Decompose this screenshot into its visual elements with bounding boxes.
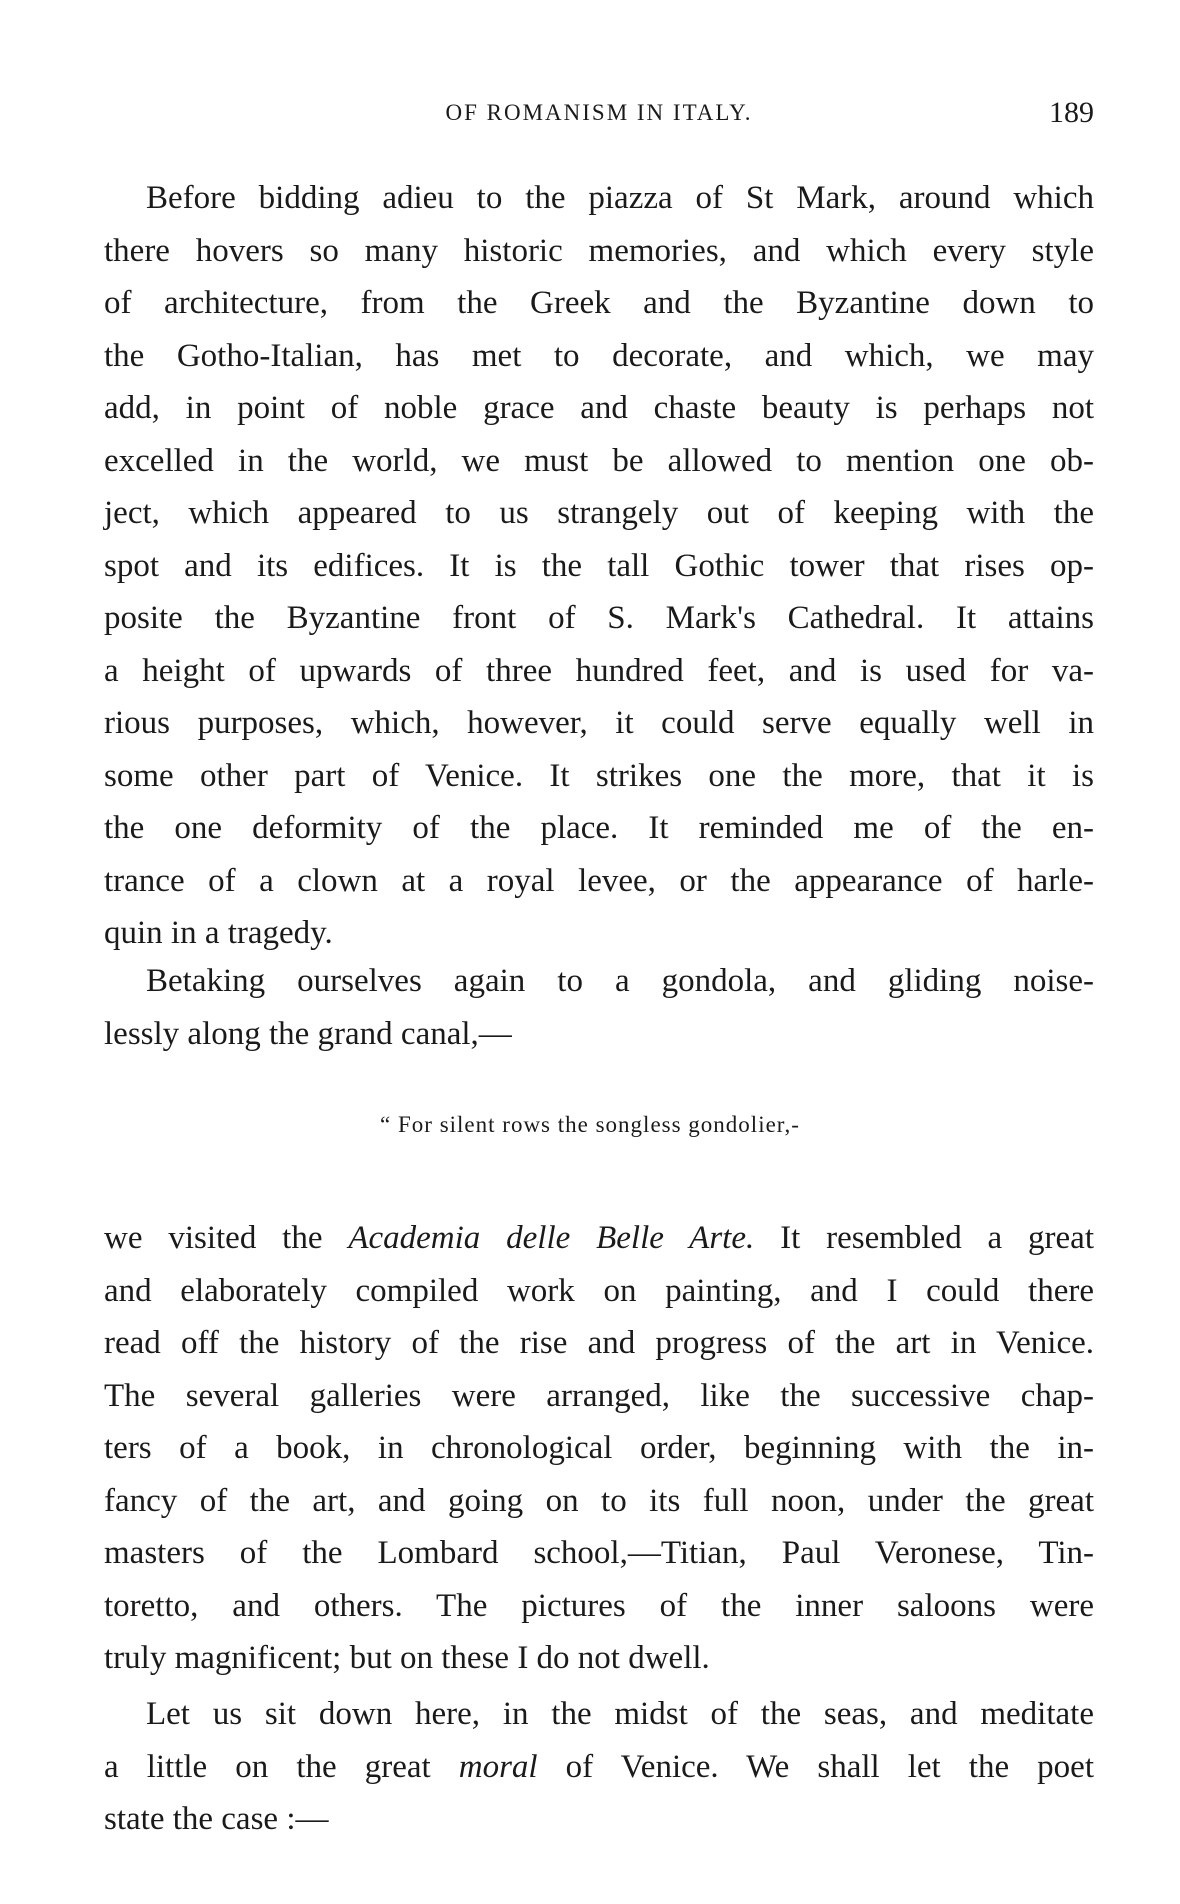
text-line: rious purposes, which, however, it could serve equally well in xyxy=(104,705,1094,741)
text-line: Before bidding adieu to the piazza of St Mark, around which xyxy=(146,180,1094,216)
text-line: Let us sit down here, in the midst of the seas, and meditate xyxy=(146,1696,1094,1732)
text-line xyxy=(104,1741,1094,1794)
text-line: masters of the Lombard school,—Titian, Paul Veronese, Tin- xyxy=(104,1535,1094,1571)
text-line: excelled in the world, we must be allowed to mention one ob- xyxy=(104,442,1094,479)
text-line: The several galleries were arranged, like the successive chap- xyxy=(104,1377,1094,1414)
paragraph-2 xyxy=(104,955,1094,1060)
text-line: the one deformity of the place. It reminded me of the en- xyxy=(104,810,1094,846)
text-line: posite the Byzantine front of S. Mark's Cathedral. It attains xyxy=(104,600,1094,636)
paragraph-1 xyxy=(104,172,1094,960)
italic-title: Academia delle Belle Arte. xyxy=(348,1220,755,1256)
paragraph-3 xyxy=(104,1212,1094,1685)
text-line: lessly along the grand canal,— xyxy=(104,1015,512,1052)
text-segment: of Venice. We shall let the poet xyxy=(537,1748,1094,1785)
text-line: fancy of the art, and going on to its full noon, under the great xyxy=(104,1482,1094,1519)
page-header xyxy=(104,96,1094,132)
text-line: truly magnificent; but on these I do not dwell. xyxy=(104,1640,710,1676)
text-segment: It resembled a great xyxy=(754,1220,1094,1256)
text-segment: we visited the xyxy=(104,1220,349,1256)
paragraph-4 xyxy=(104,1688,1094,1846)
text-line: spot and its edifices. It is the tall Gothic tower that rises op- xyxy=(104,547,1094,584)
text-line: ters of a book, in chronological order, beginning with the in- xyxy=(104,1430,1094,1466)
verse-quotation: “ For silent rows the songless gondolier,- xyxy=(380,1112,800,1137)
text-line: the Gotho-Italian, has met to decorate, and which, we may xyxy=(104,337,1094,374)
text-line: state the case :— xyxy=(104,1801,329,1837)
text-line: there hovers so many historic memories, and which every style xyxy=(104,232,1094,269)
text-line: a height of upwards of three hundred feet, and is used for va- xyxy=(104,652,1094,689)
page-number: 189 xyxy=(1049,96,1094,129)
text-line: Betaking ourselves again to a gondola, and gliding noise- xyxy=(146,963,1094,999)
italic-word: moral xyxy=(458,1748,538,1785)
text-line: some other part of Venice. It strikes one the more, that it is xyxy=(104,757,1094,794)
text-line: quin in a tragedy. xyxy=(104,915,333,951)
text-line: trance of a clown at a royal levee, or the appearance of harle- xyxy=(104,862,1094,899)
text-line: and elaborately compiled work on painting, and I could there xyxy=(104,1272,1094,1309)
running-head: OF ROMANISM IN ITALY. xyxy=(445,100,753,125)
text-line xyxy=(104,1212,1094,1265)
text-segment: a little on the great xyxy=(104,1748,459,1785)
text-line: read off the history of the rise and progress of the art in Venice. xyxy=(104,1325,1094,1361)
text-line: ject, which appeared to us strangely out of keeping with the xyxy=(104,495,1094,531)
text-line: add, in point of noble grace and chaste beauty is perhaps not xyxy=(104,390,1094,426)
text-line: toretto, and others. The pictures of the inner saloons were xyxy=(104,1587,1094,1624)
text-line: of architecture, from the Greek and the Byzantine down to xyxy=(104,285,1094,321)
